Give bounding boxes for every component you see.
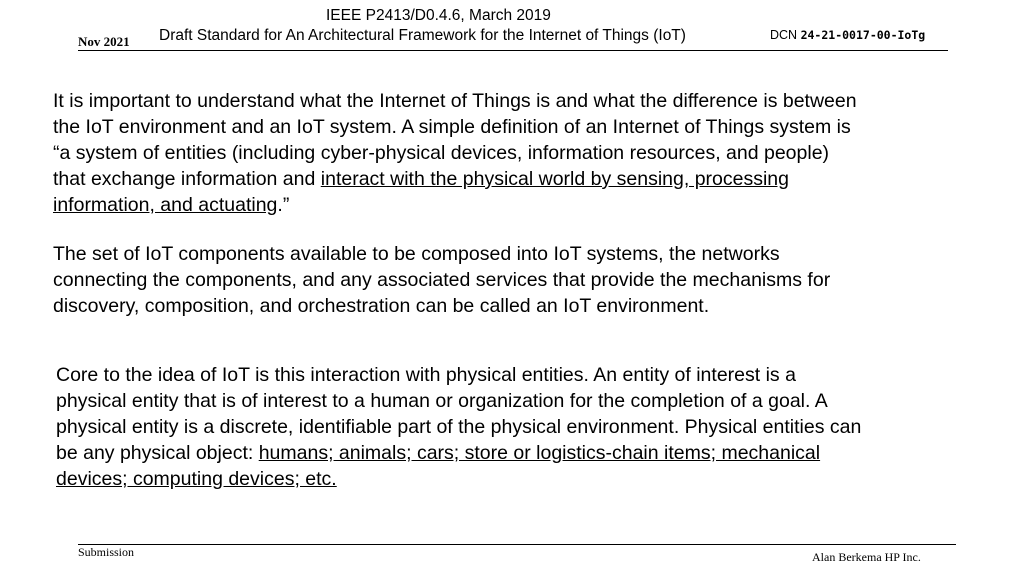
paragraph-iot-definition	[53, 88, 863, 218]
underlined-phrase: humans; animals; cars; store or logistics-chain items; mechanical devices; computing devices; etc.	[56, 442, 821, 490]
dcn-prefix: DCN	[770, 28, 798, 42]
footer-divider	[78, 544, 956, 545]
document-title: IEEE P2413/D0.4.6, March 2019	[326, 7, 551, 24]
dcn-label	[770, 27, 925, 43]
header-divider	[78, 50, 948, 51]
footer-author: Alan Berkema HP Inc.	[812, 550, 921, 564]
dcn-number: 24-21-0017-00-IoTg	[800, 28, 926, 42]
footer-submission: Submission	[78, 545, 135, 559]
paragraph-end: .”	[277, 194, 290, 216]
paragraph-text: Core to the idea of IoT is this interaction with physical entities. An entity of interest is a physical entity that is of interest to a human or organization for the completion of a goal. A physical entity is a discrete, identifiable part of the physical environment. Physical entities can be any physical object:	[56, 364, 862, 464]
paragraph-physical-entities	[56, 362, 866, 492]
underlined-phrase: interact with the physical world by sensing, processing information, and actuating	[53, 168, 789, 216]
document-subtitle: Draft Standard for An Architectural Framework for the Internet of Things (IoT)	[159, 27, 686, 44]
document-date: Nov 2021	[78, 34, 130, 49]
paragraph-iot-environment	[53, 241, 863, 319]
paragraph-text: It is important to understand what the Internet of Things is and what the difference is between the IoT environment and an IoT system. A simple definition of an Internet of Things system is “a system of entities (including cyber-physical devices, information resources, and people) that exchange information and	[53, 90, 857, 190]
paragraph-text: The set of IoT components available to be composed into IoT systems, the networks connecting the components, and any associated services that provide the mechanisms for discovery, composition, and orchestration can be called an IoT environment.	[53, 243, 831, 317]
